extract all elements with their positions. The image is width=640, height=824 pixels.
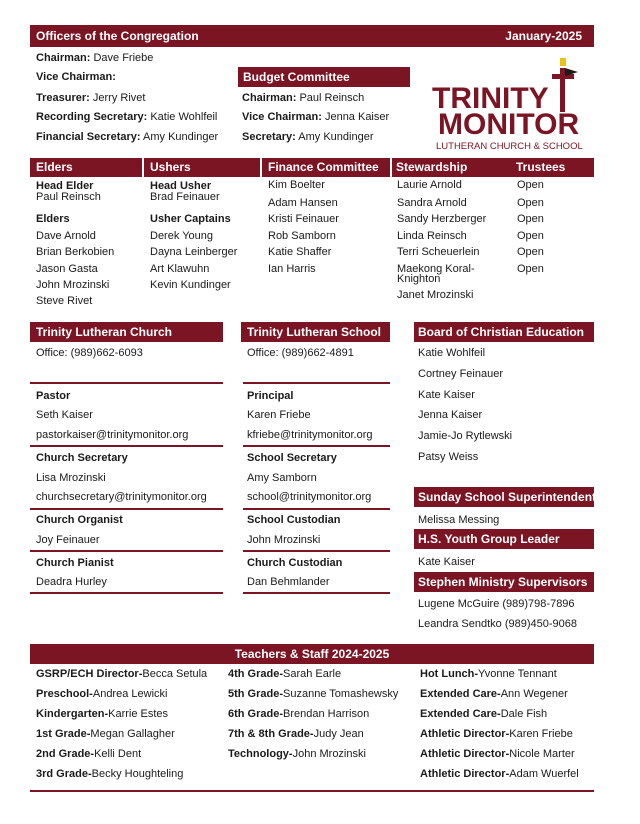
education-title: Board of Christian Education bbox=[418, 325, 585, 339]
list-item: Dayna Leinberger bbox=[150, 246, 238, 258]
staff-entry: Athletic Director-Karen Friebe bbox=[420, 728, 573, 740]
divider bbox=[243, 550, 390, 552]
budget-title: Budget Committee bbox=[243, 70, 350, 84]
school-secretary-label: School Secretary bbox=[247, 452, 337, 464]
list-item: Open bbox=[517, 246, 544, 258]
teachers-title: Teachers & Staff 2024-2025 bbox=[234, 647, 390, 661]
teachers-header-bar bbox=[30, 644, 594, 664]
head-elder-name: Paul Reinsch bbox=[36, 191, 101, 203]
principal-email[interactable]: kfriebe@trinitymonitor.org bbox=[247, 429, 373, 441]
school-custodian-name: John Mrozinski bbox=[247, 534, 321, 546]
list-item: Terri Scheuerlein bbox=[397, 246, 480, 258]
church-secretary-label: Church Secretary bbox=[36, 452, 128, 464]
list-item: Knighton bbox=[397, 273, 441, 285]
elders-list-label: Elders bbox=[36, 213, 70, 225]
staff-entry: 4th Grade-Sarah Earle bbox=[228, 668, 342, 680]
list-item: Dave Arnold bbox=[36, 230, 96, 242]
ushers-title: Ushers bbox=[150, 160, 191, 174]
stephen-supervisor: Leandra Sendtko (989)450-9068 bbox=[418, 618, 578, 630]
list-item: Brian Berkobien bbox=[36, 246, 115, 258]
staff-entry: Technology-John Mrozinski bbox=[228, 748, 366, 760]
youth-name: Kate Kaiser bbox=[418, 556, 475, 568]
school-office: Office: (989)662-4891 bbox=[247, 347, 354, 359]
officer-vice-chairman: Vice Chairman: bbox=[36, 71, 116, 83]
pastor-label: Pastor bbox=[36, 390, 71, 402]
list-item: Kristi Feinauer bbox=[268, 213, 339, 225]
divider bbox=[243, 592, 390, 594]
sunday-school-header-bar bbox=[414, 487, 597, 507]
church-office: Office: (989)662-6093 bbox=[36, 347, 143, 359]
church-title: Trinity Lutheran Church bbox=[36, 325, 173, 339]
staff-entry: Preschool-Andrea Lewicki bbox=[36, 688, 168, 700]
boards-header-bar bbox=[30, 158, 594, 177]
budget-vice-chairman: Vice Chairman: Jenna Kaiser bbox=[242, 111, 390, 123]
list-item: Open bbox=[517, 213, 544, 225]
list-item: Jamie-Jo Rytlewski bbox=[418, 430, 513, 442]
church-custodian-label: Church Custodian bbox=[247, 557, 343, 569]
head-usher-name: Brad Feinauer bbox=[150, 191, 220, 203]
stewardship-title: Stewardship bbox=[396, 160, 468, 174]
school-secretary-name: Amy Samborn bbox=[247, 472, 317, 484]
header-divider-a bbox=[223, 322, 241, 342]
staff-entry: Athletic Director-Nicole Marter bbox=[420, 748, 575, 760]
logo-line-1: TRINITY bbox=[432, 82, 549, 115]
principal-label: Principal bbox=[247, 390, 294, 402]
church-organist-label: Church Organist bbox=[36, 514, 123, 526]
staff-entry: 1st Grade-Megan Gallagher bbox=[36, 728, 175, 740]
school-title: Trinity Lutheran School bbox=[247, 325, 382, 339]
list-item: Art Klawuhn bbox=[150, 263, 210, 275]
list-item: Katie Shaffer bbox=[268, 246, 332, 258]
boards-divider-1 bbox=[142, 158, 144, 177]
list-item: Open bbox=[517, 197, 544, 209]
head-elder-label: Head Elder bbox=[36, 180, 94, 192]
list-item: Open bbox=[517, 179, 544, 191]
budget-chairman: Chairman: Paul Reinsch bbox=[242, 92, 365, 104]
budget-secretary: Secretary: Amy Kundinger bbox=[242, 131, 374, 143]
list-item: Jenna Kaiser bbox=[418, 409, 483, 421]
school-secretary-email[interactable]: school@trinitymonitor.org bbox=[247, 491, 372, 503]
officer-treasurer: Treasurer: Jerry Rivet bbox=[36, 92, 146, 104]
list-item: Rob Samborn bbox=[268, 230, 336, 242]
list-item: Steve Rivet bbox=[36, 295, 93, 307]
elders-title: Elders bbox=[36, 160, 73, 174]
staff-entry: 6th Grade-Brendan Harrison bbox=[228, 708, 370, 720]
usher-captains-label: Usher Captains bbox=[150, 213, 231, 225]
list-item: Katie Wohlfeil bbox=[418, 347, 486, 359]
divider bbox=[243, 445, 390, 447]
staff-entry: Hot Lunch-Yvonne Tennant bbox=[420, 668, 557, 680]
sunday-school-name: Melissa Messing bbox=[418, 514, 500, 526]
list-item: Open bbox=[517, 263, 544, 275]
officers-date: January-2025 bbox=[505, 29, 582, 43]
logo-line-3: LUTHERAN CHURCH & SCHOOL bbox=[436, 141, 583, 152]
divider bbox=[243, 508, 390, 510]
officer-recording-secretary: Recording Secretary: Katie Wohlfeil bbox=[36, 111, 218, 123]
youth-title: H.S. Youth Group Leader bbox=[418, 532, 560, 546]
officer-chairman: Chairman: Dave Friebe bbox=[36, 52, 154, 64]
school-custodian-label: School Custodian bbox=[247, 514, 341, 526]
header-divider-b bbox=[390, 322, 414, 342]
list-item: Laurie Arnold bbox=[397, 179, 462, 191]
list-item: Maekong Koral- bbox=[397, 263, 475, 275]
divider bbox=[30, 592, 223, 594]
bottom-rule bbox=[30, 790, 594, 792]
stephen-supervisor: Lugene McGuire (989)798-7896 bbox=[418, 598, 575, 610]
trustees-title: Trustees bbox=[516, 160, 566, 174]
list-item: Kate Kaiser bbox=[418, 389, 475, 401]
list-item: Jason Gasta bbox=[36, 263, 98, 275]
officers-title: Officers of the Congregation bbox=[36, 29, 199, 43]
staff-entry: Extended Care-Dale Fish bbox=[420, 708, 548, 720]
list-item: Derek Young bbox=[150, 230, 213, 242]
list-item: Open bbox=[517, 230, 544, 242]
divider bbox=[243, 382, 390, 384]
church-header-bar bbox=[30, 322, 594, 342]
staff-entry: 5th Grade-Suzanne Tomashewsky bbox=[228, 688, 399, 700]
list-item: Linda Reinsch bbox=[397, 230, 467, 242]
budget-header-bar bbox=[238, 67, 410, 87]
staff-entry: 7th & 8th Grade-Judy Jean bbox=[228, 728, 364, 740]
church-custodian-name: Dan Behmlander bbox=[247, 576, 330, 588]
divider bbox=[30, 382, 223, 384]
officer-financial-secretary: Financial Secretary: Amy Kundinger bbox=[36, 131, 219, 143]
boards-divider-3 bbox=[390, 158, 392, 177]
officers-header-bar bbox=[30, 25, 594, 47]
cross-flag-icon bbox=[552, 58, 582, 114]
staff-entry: 3rd Grade-Becky Houghteling bbox=[36, 768, 184, 780]
staff-entry: Kindergarten-Karrie Estes bbox=[36, 708, 169, 720]
church-pianist-name: Deadra Hurley bbox=[36, 576, 107, 588]
list-item: Patsy Weiss bbox=[418, 451, 479, 463]
church-pianist-label: Church Pianist bbox=[36, 557, 114, 569]
church-secretary-name: Lisa Mrozinski bbox=[36, 472, 106, 484]
principal-name: Karen Friebe bbox=[247, 409, 311, 421]
logo-line-2: MONITOR bbox=[438, 108, 580, 141]
church-secretary-email[interactable]: churchsecretary@trinitymonitor.org bbox=[36, 491, 207, 503]
list-item: Kevin Kundinger bbox=[150, 279, 231, 291]
church-organist-name: Joy Feinauer bbox=[36, 534, 100, 546]
youth-header-bar bbox=[414, 529, 594, 549]
divider bbox=[30, 508, 223, 510]
list-item: Janet Mrozinski bbox=[397, 289, 474, 301]
head-usher-label: Head Usher bbox=[150, 180, 212, 192]
sunday-school-title: Sunday School Superintendent bbox=[418, 490, 597, 504]
staff-entry: GSRP/ECH Director-Becca Setula bbox=[36, 668, 208, 680]
list-item: Ian Harris bbox=[268, 263, 316, 275]
logo bbox=[430, 58, 600, 158]
list-item: Sandra Arnold bbox=[397, 197, 467, 209]
staff-entry: 2nd Grade-Kelli Dent bbox=[36, 748, 142, 760]
pastor-email[interactable]: pastorkaiser@trinitymonitor.org bbox=[36, 429, 189, 441]
staff-entry: Extended Care-Ann Wegener bbox=[420, 688, 568, 700]
list-item: John Mrozinski bbox=[36, 279, 110, 291]
list-item: Kim Boelter bbox=[268, 179, 325, 191]
pastor-name: Seth Kaiser bbox=[36, 409, 93, 421]
divider bbox=[30, 550, 223, 552]
list-item: Sandy Herzberger bbox=[397, 213, 487, 225]
divider bbox=[30, 445, 223, 447]
boards-divider-2 bbox=[260, 158, 262, 177]
staff-entry: Athletic Director-Adam Wuerfel bbox=[420, 768, 579, 780]
stephen-title: Stephen Ministry Supervisors bbox=[418, 575, 588, 589]
finance-title: Finance Committee bbox=[268, 160, 379, 174]
stephen-header-bar bbox=[414, 572, 594, 592]
list-item: Adam Hansen bbox=[268, 197, 338, 209]
list-item: Cortney Feinauer bbox=[418, 368, 503, 380]
